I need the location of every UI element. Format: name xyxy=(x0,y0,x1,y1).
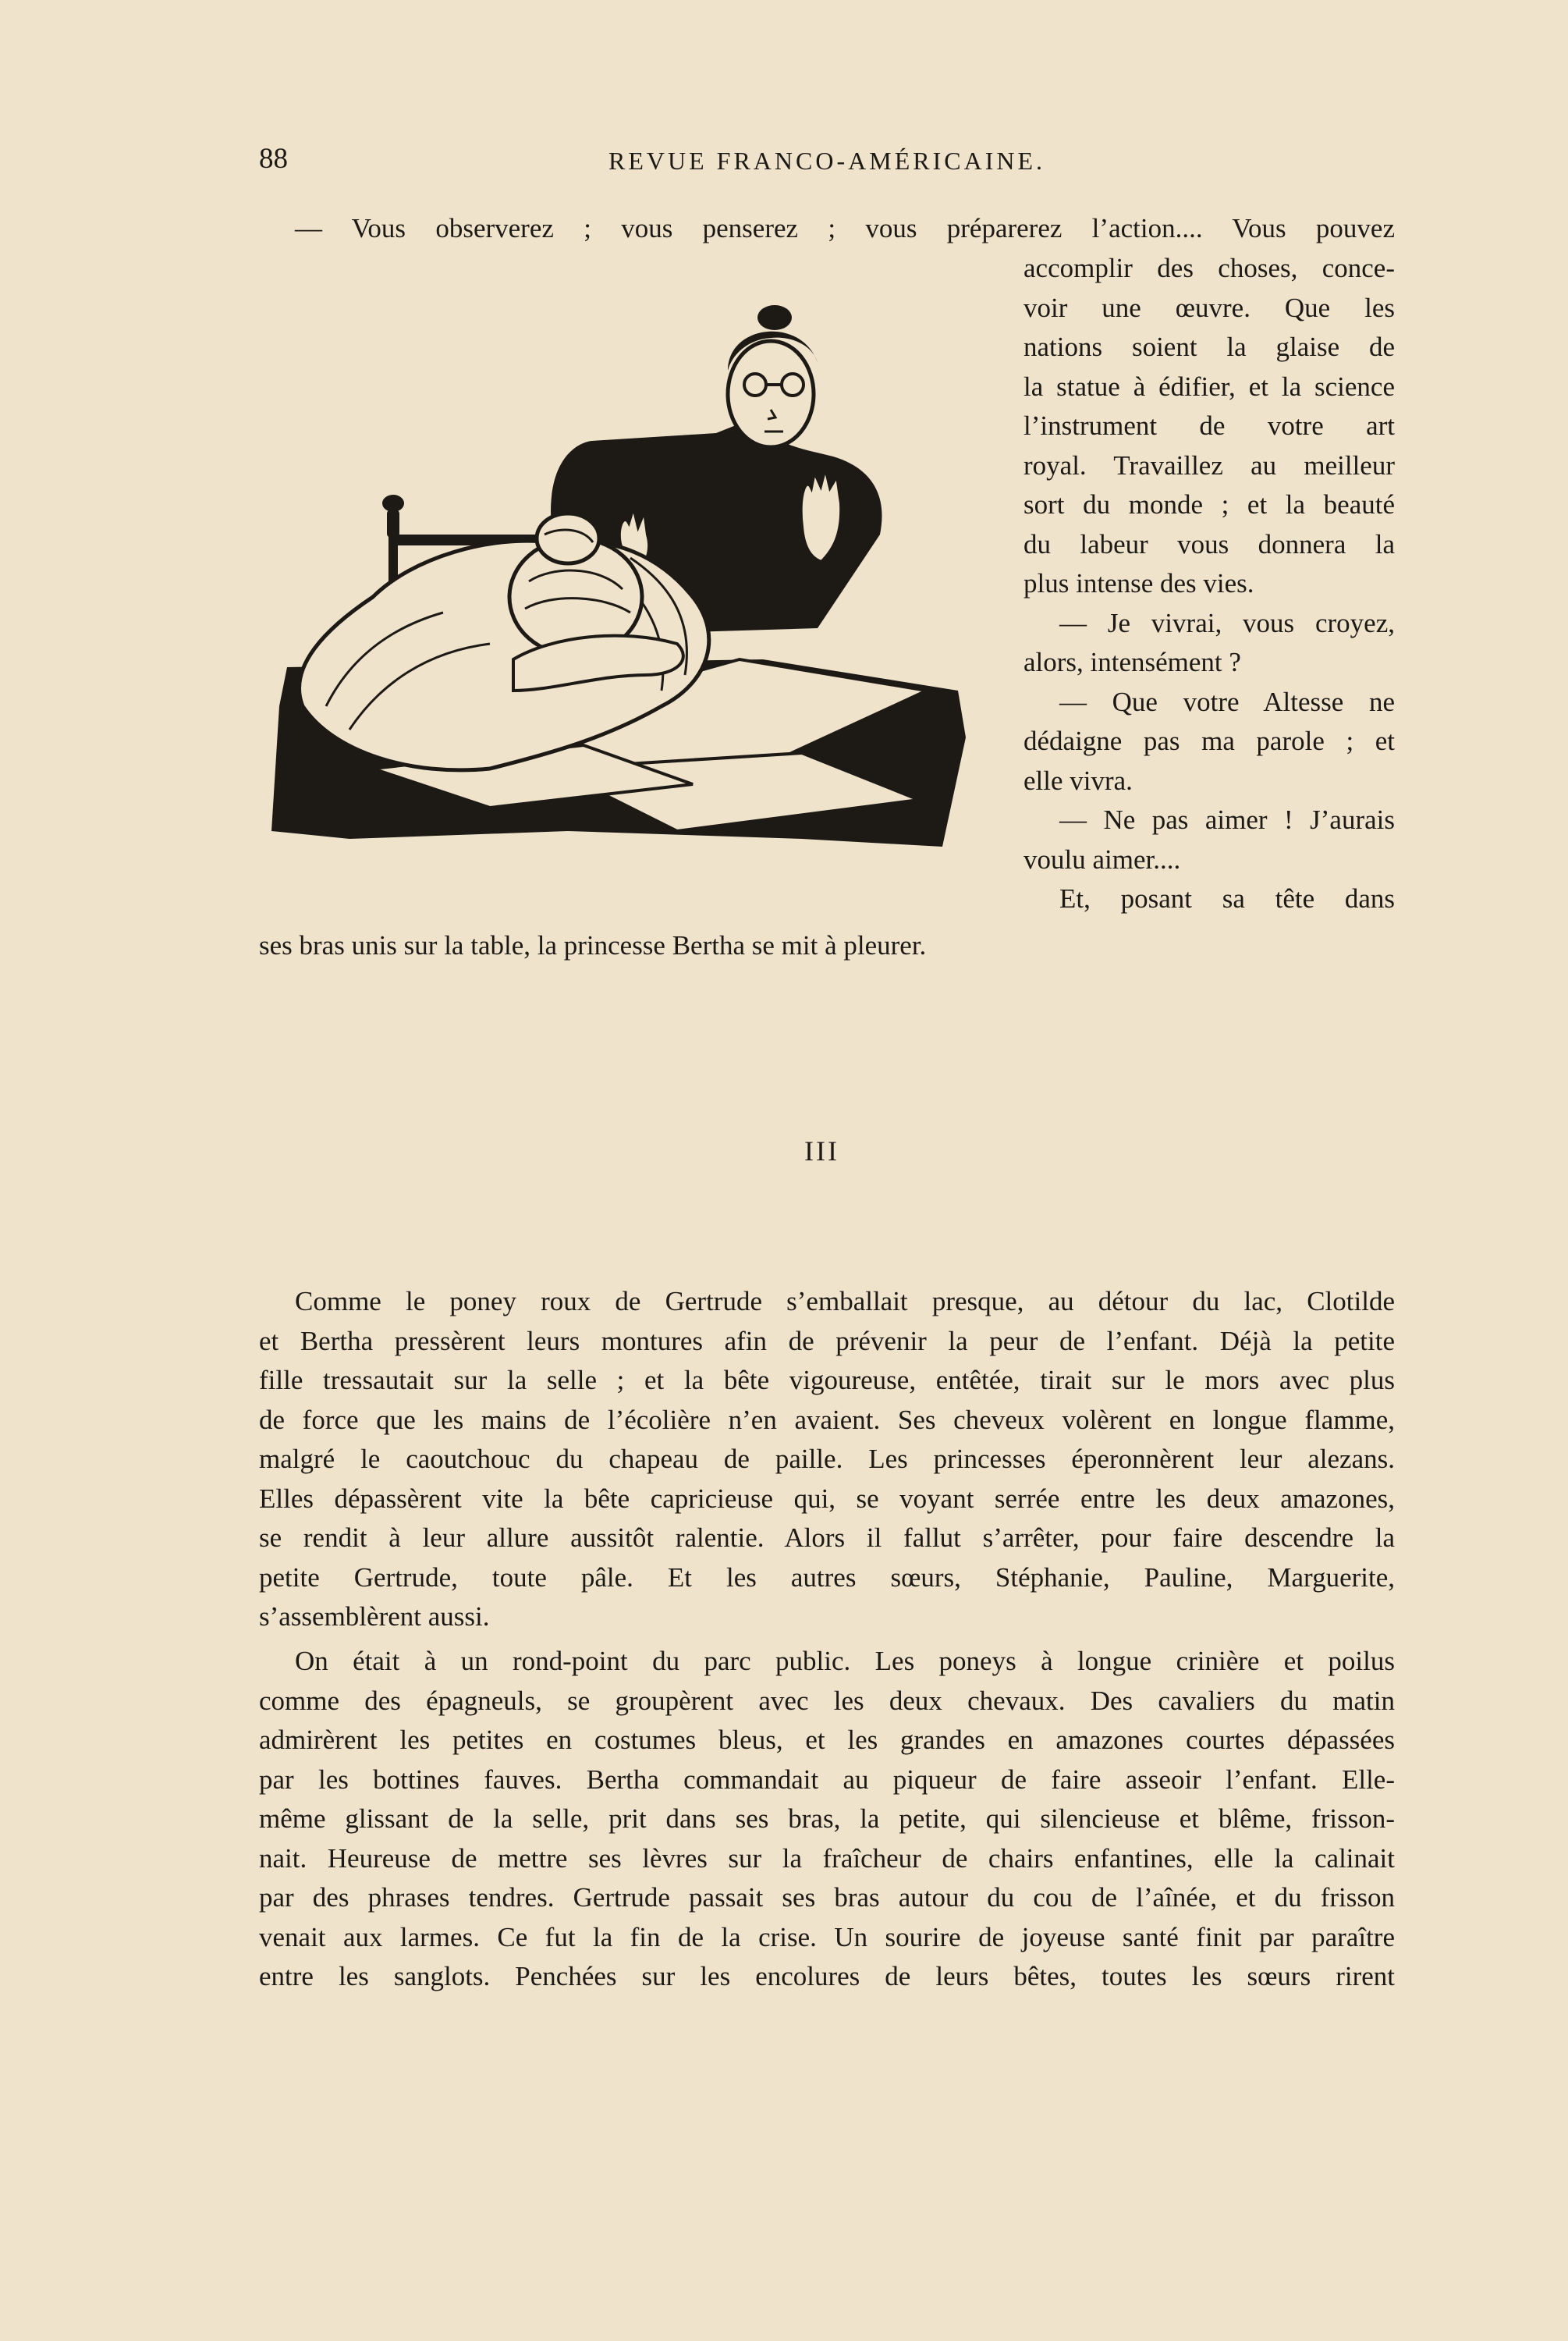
text-line: comme des épagneuls, se groupèrent avec les deux chevaux. Des cavaliers du matin xyxy=(259,1685,1395,1716)
text-line: alors, intensément ? xyxy=(1023,647,1241,677)
text-line: même glissant de la selle, prit dans ses bras, la petite, qui silencieuse et blême, frisson- xyxy=(259,1803,1395,1834)
text-line: malgré le caoutchouc du chapeau de paille. Les princesses éperonnèrent leur alezans. xyxy=(259,1444,1395,1474)
journal-title: REVUE FRANCO-AMÉRICAINE. xyxy=(608,147,1045,175)
text-line: nations soient la glaise de xyxy=(1023,332,1395,362)
text-line: — Que votre Altesse ne xyxy=(1059,686,1395,717)
paragraph-1 xyxy=(259,1282,1395,1637)
text-line: fille tressautait sur la selle ; et la bête vigoureuse, entêtée, tirait sur le mors avec plus xyxy=(259,1365,1395,1395)
text-line: admirèrent les petites en costumes bleus, et les grandes en amazones courtes dépassées xyxy=(259,1725,1395,1755)
text-line: par des phrases tendres. Gertrude passait ses bras autour du cou de l’aînée, et du frisson xyxy=(259,1882,1395,1913)
text-line: venait aux larmes. Ce fut la fin de la crise. Un sourire de joyeuse santé finit par paraître xyxy=(259,1921,1395,1952)
paragraph-2 xyxy=(259,1642,1395,1997)
text-line: elle vivra. xyxy=(1023,765,1133,796)
text-line: de force que les mains de l’écolière n’en avaient. Ses cheveux volèrent en longue flamme, xyxy=(259,1404,1395,1435)
text-line: la statue à édifier, et la science xyxy=(1023,371,1395,402)
text-line: petite Gertrude, toute pâle. Et les autres sœurs, Stéphanie, Pauline, Marguerite, xyxy=(259,1561,1395,1593)
text-line: Et, posant sa tête dans xyxy=(1059,883,1395,914)
text-line: accomplir des choses, conce- xyxy=(1023,253,1395,283)
text-line: l’instrument de votre art xyxy=(1023,410,1395,441)
illustration-princess-weeping xyxy=(256,300,997,858)
dialogue-opening xyxy=(259,209,1395,249)
text-line: dédaigne pas ma parole ; et xyxy=(1023,726,1395,756)
text-line: se rendit à leur allure aussitôt ralentie. Alors il fallut s’arrêter, pour faire descendre la xyxy=(259,1522,1395,1553)
text-line: voir une œuvre. Que les xyxy=(1023,292,1395,323)
text-line: par les bottines fauves. Bertha commandait au piqueur de faire asseoir l’enfant. Elle- xyxy=(259,1764,1395,1795)
text-line: nait. Heureuse de mettre ses lèvres sur la fraîcheur de chairs enfantines, elle la calinait xyxy=(259,1842,1395,1874)
section-number: III xyxy=(804,1135,839,1167)
text-line: plus intense des vies. xyxy=(1023,568,1254,599)
page-number: 88 xyxy=(259,143,288,175)
dialogue-closing xyxy=(259,926,1395,966)
text-line: — Ne pas aimer ! J’aurais xyxy=(1059,805,1395,835)
text-line: entre les sanglots. Penchées sur les encolures de leurs bêtes, toutes les sœurs rirent xyxy=(259,1961,1395,1991)
text-line: — Vous observerez ; vous penserez ; vous préparerez l’action.... Vous pouvez xyxy=(295,213,1395,243)
text-line: On était à un rond-point du parc public. Les poneys à longue crinière et poilus xyxy=(295,1646,1395,1676)
text-line: Elles dépassèrent vite la bête capricieuse qui, se voyant serrée entre les deux amazones, xyxy=(259,1483,1395,1514)
text-line: et Bertha pressèrent leurs montures afin de prévenir la peur de l’enfant. Déjà la petite xyxy=(259,1325,1395,1356)
text-line: — Je vivrai, vous croyez, xyxy=(1059,607,1395,638)
dialogue-column xyxy=(1023,249,1395,919)
text-line: s’assemblèrent aussi. xyxy=(259,1601,490,1632)
text-line: Comme le poney roux de Gertrude s’emballait presque, au détour du lac, Clotilde xyxy=(295,1286,1395,1316)
text-line: sort du monde ; et la beauté xyxy=(1023,489,1395,520)
text-line: du labeur vous donnera la xyxy=(1023,528,1395,559)
text-line: royal. Travaillez au meilleur xyxy=(1023,449,1395,481)
text-line: voulu aimer.... xyxy=(1023,844,1181,875)
running-head xyxy=(0,142,1568,181)
text-line: ses bras unis sur la table, la princesse Bertha se mit à pleurer. xyxy=(259,930,927,961)
